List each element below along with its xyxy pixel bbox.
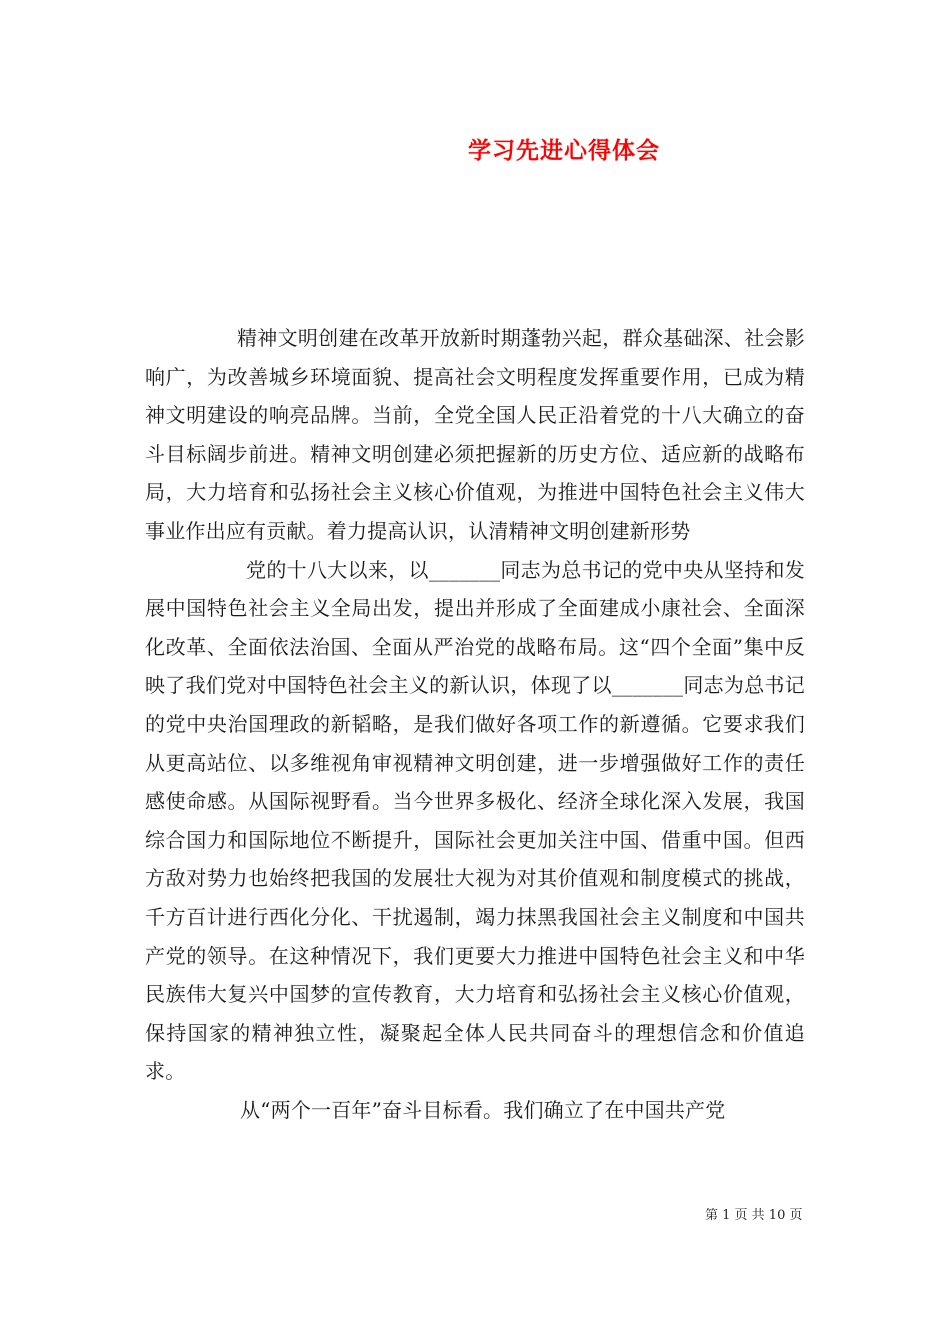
paragraph-1: 精神文明创建在改革开放新时期蓬勃兴起，群众基础深、社会影响广，为改善城乡环境面貌、提高社会文明程度发挥重要作用，已成为精神文明建设的响亮品牌。当前，全党全国人民正沿着党的十八大确立的奋斗目标阔步前进。精神文明创建必须把握新的历史方位、适应新的战略布局，大力培育和弘扬社会主义核心价值观，为推进中国特色社会主义伟大事业作出应有贡献。着力提高认识，认清精神文明创建新形势: [145, 326, 805, 543]
document-body: [145, 319, 805, 1129]
paragraph-2: 党的十八大以来，以_______同志为总书记的党中央从坚持和发展中国特色社会主义全局出发，提出并形成了全面建成小康社会、全面深化改革、全面依法治国、全面从严治党的战略布局。这“四个全面”集中反映了我们党对中国特色社会主义的新认识，体现了以_______同志为总书记的党中央治国理政的新韬略，是我们做好各项工作的新遵循。它要求我们从更高站位、以多维视角审视精神文明创建，进一步增强做好工作的责任感使命感。从国际视野看。当今世界多极化、经济全球化深入发展，我国综合国力和国际地位不断提升，国际社会更加关注中国、借重中国。但西方敌对势力也始终把我国的发展壮大视为对其价值观和制度模式的挑战，千方百计进行西化分化、干扰遏制，竭力抹黑我国社会主义制度和中国共产党的领导。在这种情况下，我们更要大力推进中国特色社会主义和中华民族伟大复兴中国梦的宣传教育，大力培育和弘扬社会主义核心价值观，保持国家的精神独立性，凝聚起全体人民共同奋斗的理想信念和价值追求。: [145, 557, 805, 1084]
page-number-footer: 第 1 页 共 10 页: [705, 1208, 803, 1223]
paragraph-3: 从“两个一百年”奋斗目标看。我们确立了在中国共产党: [240, 1097, 726, 1122]
document-title: 学习先进心得体会: [468, 138, 660, 164]
